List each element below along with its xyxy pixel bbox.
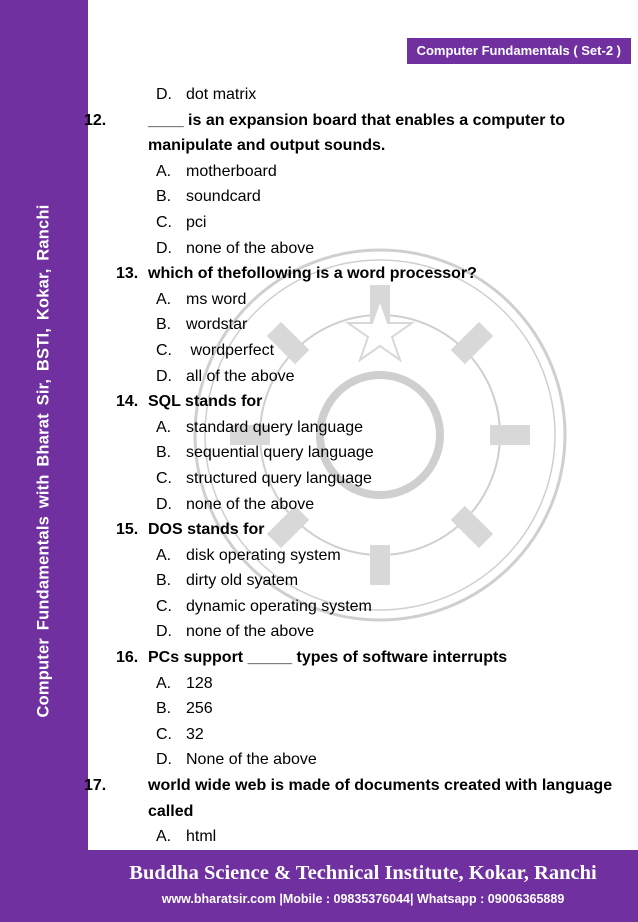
option-text: dirty old syatem: [186, 572, 299, 590]
option-item: [116, 722, 626, 748]
option-letter: B.: [156, 444, 172, 462]
option-text: wordstar: [186, 316, 248, 334]
option-letter: D.: [156, 367, 172, 385]
option-text: none of the above: [186, 495, 315, 513]
option-letter: B.: [156, 572, 172, 590]
footer-institute-name: Buddha Science & Technical Institute, Kokar, Ranchi: [129, 862, 597, 884]
option-item: [116, 543, 626, 569]
option-text: None of the above: [186, 751, 317, 769]
question-15: [116, 517, 626, 543]
option-letter: A.: [156, 674, 172, 692]
option-letter: B.: [156, 188, 172, 206]
option-item: [116, 159, 626, 185]
question-number: 14.: [116, 393, 139, 411]
option-text: 128: [186, 674, 213, 692]
option-item: [116, 210, 626, 236]
footer-contact-info: www.bharatsir.com |Mobile : 09835376044| Whatsapp : 09006365889: [161, 892, 565, 906]
option-text: pci: [186, 213, 207, 231]
option-letter: C.: [156, 469, 172, 487]
option-item: [116, 440, 626, 466]
option-letter: A.: [156, 546, 172, 564]
option-item: [116, 364, 626, 390]
option-item: [116, 492, 626, 518]
question-13: [116, 261, 626, 287]
question-text: PCs support _____ types of software interrupts: [148, 649, 508, 667]
option-text: motherboard: [186, 162, 277, 180]
question-text: world wide web is made of documents created with language called: [148, 777, 613, 820]
question-14: [116, 389, 626, 415]
question-list: [84, 82, 626, 850]
question-number: 12.: [84, 111, 107, 129]
option-letter: A.: [156, 828, 172, 846]
question-16: [116, 645, 626, 671]
question-text: ____ is an expansion board that enables a computer to manipulate and output sounds.: [148, 111, 566, 155]
option-text: sequential query language: [186, 444, 374, 462]
option-letter: B.: [156, 316, 172, 334]
option-letter: C.: [156, 213, 172, 231]
option-item: [116, 671, 626, 697]
option-text: dot matrix: [186, 86, 257, 103]
question-number: 15.: [116, 521, 139, 539]
option-text: wordperfect: [186, 341, 275, 359]
question-number: 17.: [84, 777, 107, 795]
option-item: [116, 696, 626, 722]
option-letter: D.: [156, 495, 172, 513]
option-text: none of the above: [186, 623, 315, 641]
option-item: [116, 824, 626, 850]
question-12: [84, 108, 626, 159]
option-text: standard query language: [186, 418, 364, 436]
option-letter: C.: [156, 341, 172, 359]
option-letter: D.: [156, 239, 172, 257]
option-letter: C.: [156, 597, 172, 615]
option-text: structured query language: [186, 469, 372, 487]
option-text: html: [186, 828, 217, 846]
question-number: 16.: [116, 649, 139, 667]
option-text: dynamic operating system: [186, 597, 372, 615]
option-item: [116, 568, 626, 594]
option-item: [116, 236, 626, 262]
option-letter: A.: [156, 418, 172, 436]
lead-option: [116, 82, 626, 108]
option-item: [116, 619, 626, 645]
question-text: DOS stands for: [148, 521, 265, 539]
sidebar-band: [0, 0, 88, 922]
option-item: [116, 594, 626, 620]
option-letter: D.: [156, 623, 172, 641]
option-item: [116, 415, 626, 441]
option-letter: D.: [156, 751, 172, 769]
option-letter: D.: [156, 86, 172, 103]
option-text: soundcard: [186, 188, 261, 206]
option-item: [116, 338, 626, 364]
option-item: [116, 184, 626, 210]
option-text: all of the above: [186, 367, 295, 385]
option-letter: B.: [156, 700, 172, 718]
option-letter: A.: [156, 290, 172, 308]
option-item: [116, 466, 626, 492]
option-item: [116, 287, 626, 313]
option-text: none of the above: [186, 239, 315, 257]
header-set-tag: Computer Fundamentals ( Set-2 ): [407, 38, 631, 64]
question-text: which of thefollowing is a word processor?: [148, 265, 477, 283]
footer-band: [88, 850, 638, 922]
question-text: SQL stands for: [148, 393, 263, 411]
option-text: 32: [186, 725, 204, 743]
option-item: [116, 747, 626, 773]
sidebar-vertical-title: Computer Fundamentals with Bharat Sir, BSTI, Kokar, Ranchi: [34, 204, 53, 718]
option-letter: C.: [156, 725, 172, 743]
question-17: [84, 773, 626, 824]
option-letter: A.: [156, 162, 172, 180]
option-text: ms word: [186, 290, 247, 308]
option-text: disk operating system: [186, 546, 341, 564]
option-text: 256: [186, 700, 213, 718]
question-number: 13.: [116, 265, 139, 283]
option-item: [116, 312, 626, 338]
